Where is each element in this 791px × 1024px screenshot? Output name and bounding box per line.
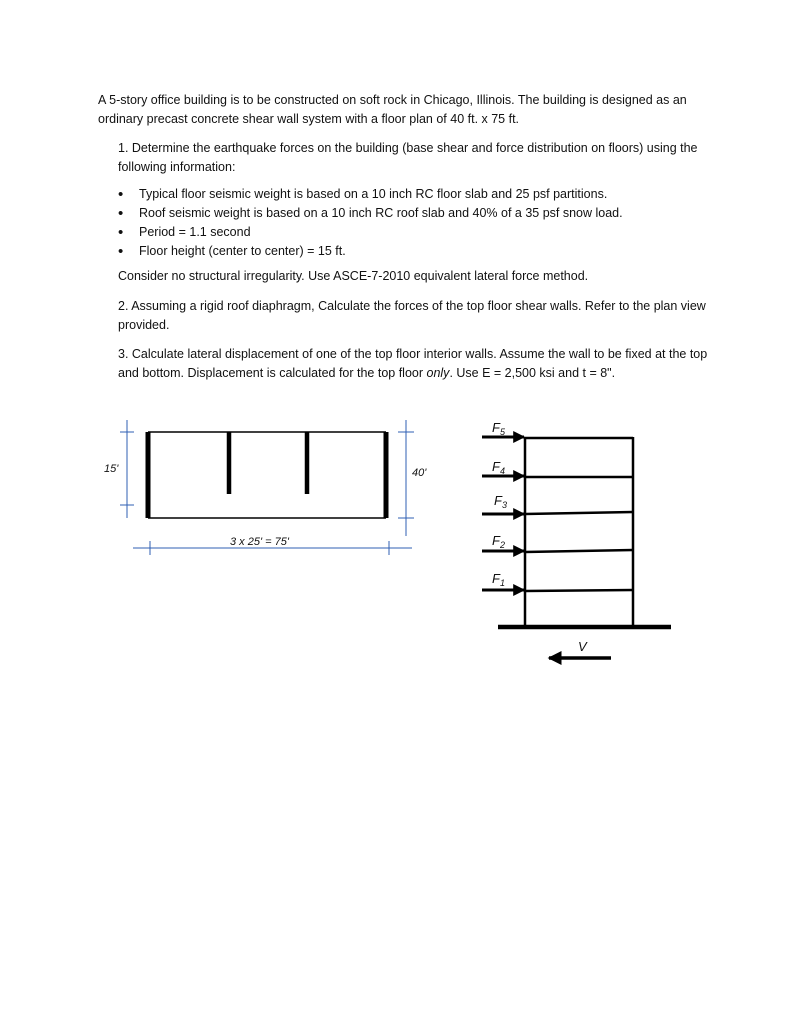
elevation-view xyxy=(482,420,671,658)
bullet-period: • Period = 1.1 second xyxy=(118,223,718,242)
force-arrows xyxy=(482,437,524,590)
question-2: 2. Assuming a rigid roof diaphragm, Calculate the forces of the top floor shear walls. Refer to the plan view provided. xyxy=(118,299,706,332)
dim-left-label: 15' xyxy=(104,463,119,475)
problem-intro: A 5-story office building is to be constructed on soft rock in Chicago, Illinois. The building is designed as an ordinary precast concrete shear wall system with a floor plan of 40 ft. x 75 ft. xyxy=(98,93,687,126)
force-label-3: $F_3$ xyxy=(494,493,507,510)
question-1: 1. Determine the earthquake forces on the building (base shear and force distribution on floors) using the following information: xyxy=(118,141,698,174)
bullet-roof-weight: • Roof seismic weight is based on a 10 inch RC roof slab and 40% of a 35 psf snow load. xyxy=(118,204,718,223)
dimension-left xyxy=(120,420,134,518)
method-note: Consider no structural irregularity. Use ASCE-7-2010 equivalent lateral force method. xyxy=(118,269,589,283)
question-3-end: . Use E = 2,500 ksi and t = 8". xyxy=(449,366,616,380)
bullet-floor-height: • Floor height (center to center) = 15 ft. xyxy=(118,242,718,261)
bullet-floor-weight: • Typical floor seismic weight is based on a 10 inch RC floor slab and 25 psf partitions. xyxy=(118,185,718,204)
elevation-frame xyxy=(498,437,671,627)
base-shear-label: V xyxy=(578,639,587,654)
dim-right-label: 40' xyxy=(412,467,427,479)
force-label-5: $F_5$ xyxy=(492,420,505,437)
force-label-4: $F_4$ xyxy=(492,459,505,476)
force-label-1: $F_1$ xyxy=(492,571,505,588)
question-3-text: 3. Calculate lateral displacement of one of the top floor interior walls. Assume the wall to be fixed at the top and bottom. Displacement is calculated for the top floor xyxy=(118,347,708,380)
dim-bottom-label: 3 x 25' = 75' xyxy=(230,536,289,548)
plan-outline xyxy=(148,432,386,518)
plan-view xyxy=(104,420,427,555)
question-3-emphasis: only xyxy=(426,366,450,380)
force-label-2: $F_2$ xyxy=(492,533,505,550)
